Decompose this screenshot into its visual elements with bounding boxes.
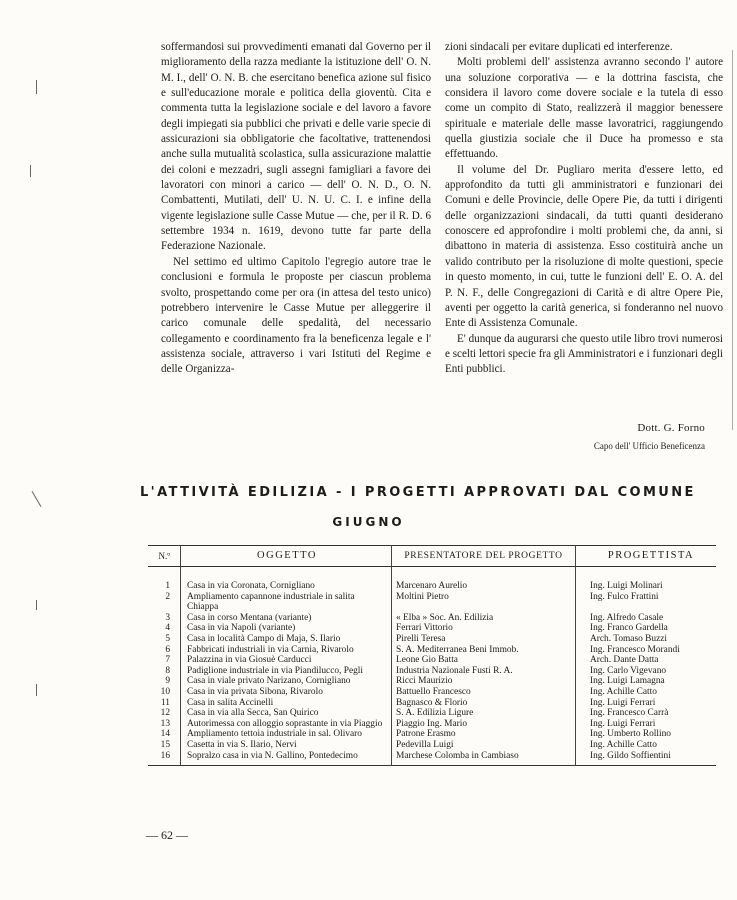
cell-number: 16 <box>148 751 181 766</box>
table-row <box>148 719 716 730</box>
cell-presenter: Pedevilla Luigi <box>392 740 576 751</box>
cell-object: Casetta in via S. Ilario, Nervi <box>181 740 392 751</box>
cell-object: Casa in località Campo di Maja, S. Ilario <box>181 634 392 645</box>
cell-number: 1 <box>148 567 181 592</box>
cell-presenter: Patrone Erasmo <box>392 729 576 740</box>
cell-number: 3 <box>148 613 181 624</box>
cell-object: Casa in via Coronata, Cornigliano <box>181 567 392 592</box>
cell-number: 7 <box>148 655 181 666</box>
cell-presenter: Ricci Maurizio <box>392 676 576 687</box>
table-row <box>148 592 716 613</box>
table-row <box>148 740 716 751</box>
table-row <box>148 751 716 766</box>
section-month: GIUGNO <box>332 515 405 529</box>
cell-presenter: S. A. Edilizia Ligure <box>392 708 576 719</box>
cell-object: Palazzina in via Giosuè Carducci <box>181 655 392 666</box>
cell-presenter: Leone Gio Batta <box>392 655 576 666</box>
header-number: N.º <box>148 546 181 567</box>
scan-mark <box>30 165 31 177</box>
signature-title: Capo dell' Ufficio Beneficenza <box>593 441 705 451</box>
table-row <box>148 676 716 687</box>
cell-number: 4 <box>148 623 181 634</box>
cell-designer: Ing. Franco Gardella <box>590 623 668 634</box>
table-row <box>148 655 716 666</box>
cell-number: 14 <box>148 729 181 740</box>
cell-presenter: Pirelli Teresa <box>392 634 576 645</box>
article-right-column <box>445 40 723 378</box>
cell-presenter: Piaggio Ing. Mario <box>392 719 576 730</box>
cell-designer: Ing. Carlo Vigevano <box>590 665 667 676</box>
cell-designer: Ing. Achille Catto <box>590 739 657 750</box>
cell-number: 15 <box>148 740 181 751</box>
cell-presenter: « Elba » Soc. An. Edilizia <box>392 613 576 624</box>
cell-designer: Ing. Luigi Lamagna <box>590 676 665 687</box>
cell-presenter: S. A. Mediterranea Beni Immob. <box>392 645 576 656</box>
scan-mark <box>36 600 37 610</box>
table-row <box>148 698 716 709</box>
cell-designer: Ing. Luigi Molinari <box>590 581 663 591</box>
cell-number: 2 <box>148 592 181 613</box>
cell-number: 6 <box>148 645 181 656</box>
cell-object: Casa in corso Mentana (variante) <box>181 613 392 624</box>
cell-presenter: Marchese Colomba in Cambiaso <box>392 751 576 766</box>
cell-number: 8 <box>148 666 181 677</box>
cell-object: Padiglione industriale in via Piandilucco, Pegli <box>181 666 392 677</box>
cell-presenter: Moltini Pietro <box>392 592 576 613</box>
cell-designer: Ing. Fulco Frattini <box>590 591 659 602</box>
table-row <box>148 645 716 656</box>
cell-number: 11 <box>148 698 181 709</box>
cell-presenter: Marcenaro Aurelio <box>392 567 576 592</box>
table-header-row <box>148 546 716 567</box>
cell-designer: Arch. Dante Datta <box>590 655 659 666</box>
cell-object: Sopralzo casa in via N. Gallino, Pontedecimo <box>181 751 392 766</box>
cell-presenter: Industria Nazionale Fusti R. A. <box>392 666 576 677</box>
projects-table <box>148 545 716 766</box>
cell-designer: Ing. Alfredo Casale <box>590 612 664 623</box>
scan-mark <box>36 80 37 94</box>
header-object: OGGETTO <box>181 546 392 567</box>
paragraph: zioni sindacali per evitare duplicati ed interferenze. <box>445 41 673 53</box>
header-designer: PROGETTISTA <box>576 546 717 567</box>
cell-object: Casa in via alla Secca, San Quirico <box>181 708 392 719</box>
section-title: L'ATTIVITÀ EDILIZIA - I PROGETTI APPROVATI DAL COMUNE <box>140 485 696 500</box>
cell-number: 10 <box>148 687 181 698</box>
cell-object: Casa in via privata Sibona, Rivarolo <box>181 687 392 698</box>
cell-object: Casa in salita Accinelli <box>181 698 392 709</box>
page-number: — 62 — <box>146 828 188 842</box>
table-body <box>148 567 716 766</box>
table-row <box>148 729 716 740</box>
paragraph: Il volume del Dr. Pugliaro merita d'essere letto, ed approfondito da tutti gli amministratori e funzionari dei Comuni e delle Provincie, delle Opere Pie, da tutti i dirigenti delle organizzazioni sindacali, da tutti quanti desiderano conoscere ed approfondire i molti problemi che, da anni, si dibattono in materia di assistenza. Esso costituirà anche un valido contributo per la risoluzione di molte questioni, specie in questo momento, in cui, tutte le funzioni dell' E. O. A. del P. N. F., delle Congregazioni di Carità e di altre Opere Pie, aventi per oggetto la carità generica, si fonderanno nel nuovo Ente di Assistenza Comunale. <box>445 163 723 330</box>
table-row <box>148 567 716 592</box>
cell-object: Fabbricati industriali in via Carnia, Rivarolo <box>181 645 392 656</box>
paragraph: Molti problemi dell' assistenza avranno secondo l' autore una soluzione corporativa — e la dottrina fascista, che considera il lavoro come dovere sociale e la tutela di esso come un compito di Stato, realizzerà il maggior benessere spirituale e materiale delle masse lavoratrici, raggiungendo quella giustizia sociale che il Duce ha promesso e sta effettuando. <box>445 56 723 161</box>
table-row <box>148 634 716 645</box>
cell-object: Casa in via Napoli (variante) <box>181 623 392 634</box>
cell-object: Autorimessa con alloggio soprastante in via Piaggio <box>181 719 392 730</box>
scan-mark <box>36 684 37 696</box>
cell-object: Ampliamento tettoia industriale in sal. Olivaro <box>181 729 392 740</box>
cell-number: 5 <box>148 634 181 645</box>
paragraph: E' dunque da augurarsi che questo utile libro trovi numerosi e scelti lettori specie fra gli Amministratori e i funzionari degli Enti pubblici. <box>445 332 723 376</box>
signature-name: Dott. G. Forno <box>637 422 705 434</box>
cell-designer: Ing. Gildo Soffientini <box>576 751 717 766</box>
cell-designer: Ing. Francesco Carrà <box>590 708 669 719</box>
cell-presenter: Bagnasco & Florio <box>392 698 576 709</box>
table-row <box>148 687 716 698</box>
paragraph: soffermandosi sui provvedimenti emanati dal Governo per il miglioramento della razza mediante la istituzione dell' O. N. M. I., dell' O. N. B. che esercitano benefica azione sul fisico e sull'educazione morale e politica della gioventù. Cita e commenta tutta la legislazione sociale e del lavoro a favore degli impiegati sia pubblici che privati e delle varie specie di assicurazioni sia obbligatorie che facoltative, trattenendosi anche sulla mutualità scolastica, sulla assicurazione malattie dei coloni e mezzadri, sugli assegni famigliari a favore dei lavoratori con minori a carico — dell' O. N. D., O. N. Combattenti, Mutilati, dell' U. N. U. C. I. e infine della vigente legislazione sulle Casse Mutue — che, per il R. D. 6 settembre 1934 n. 1619, devono tutte far parte della Federazione Nazionale. <box>161 41 431 253</box>
table-row <box>148 623 716 634</box>
article-left-column <box>161 40 431 378</box>
paragraph: Nel settimo ed ultimo Capitolo l'egregio autore trae le conclusioni e formula le proposte per ciascun problema svolto, prospettando come per ora (in attesa del testo unico) potrebbero intervenire le Casse Mutue per alleggerire il carico comunale delle spedalità, del necessario collegamento e coordinamento fra la beneficenza legale e l' assistenza sociale, attraverso i vari Istituti del Regime e delle Organizza- <box>161 255 431 376</box>
table-row <box>148 666 716 677</box>
cell-designer: Ing. Francesco Morandi <box>590 644 680 655</box>
cell-presenter: Battuello Francesco <box>392 687 576 698</box>
table-row <box>148 613 716 624</box>
cell-presenter: Ferrari Vittorio <box>392 623 576 634</box>
cell-number: 9 <box>148 676 181 687</box>
cell-designer: Ing. Luigi Ferrari <box>590 697 656 708</box>
header-presenter: PRESENTATORE DEL PROGETTO <box>392 546 576 567</box>
cell-object: Ampliamento capannone industriale in salita Chiappa <box>181 592 392 613</box>
cell-number: 12 <box>148 708 181 719</box>
cell-designer: Ing. Umberto Rollino <box>590 729 671 740</box>
cell-designer: Arch. Tomaso Buzzi <box>590 633 668 644</box>
scan-mark <box>32 491 42 507</box>
table-row <box>148 708 716 719</box>
cell-designer: Ing. Luigi Ferrari <box>590 718 656 729</box>
page-edge <box>732 50 733 430</box>
cell-number: 13 <box>148 719 181 730</box>
cell-designer: Ing. Achille Catto <box>590 686 657 697</box>
cell-object: Casa in viale privato Narizano, Cornigliano <box>181 676 392 687</box>
